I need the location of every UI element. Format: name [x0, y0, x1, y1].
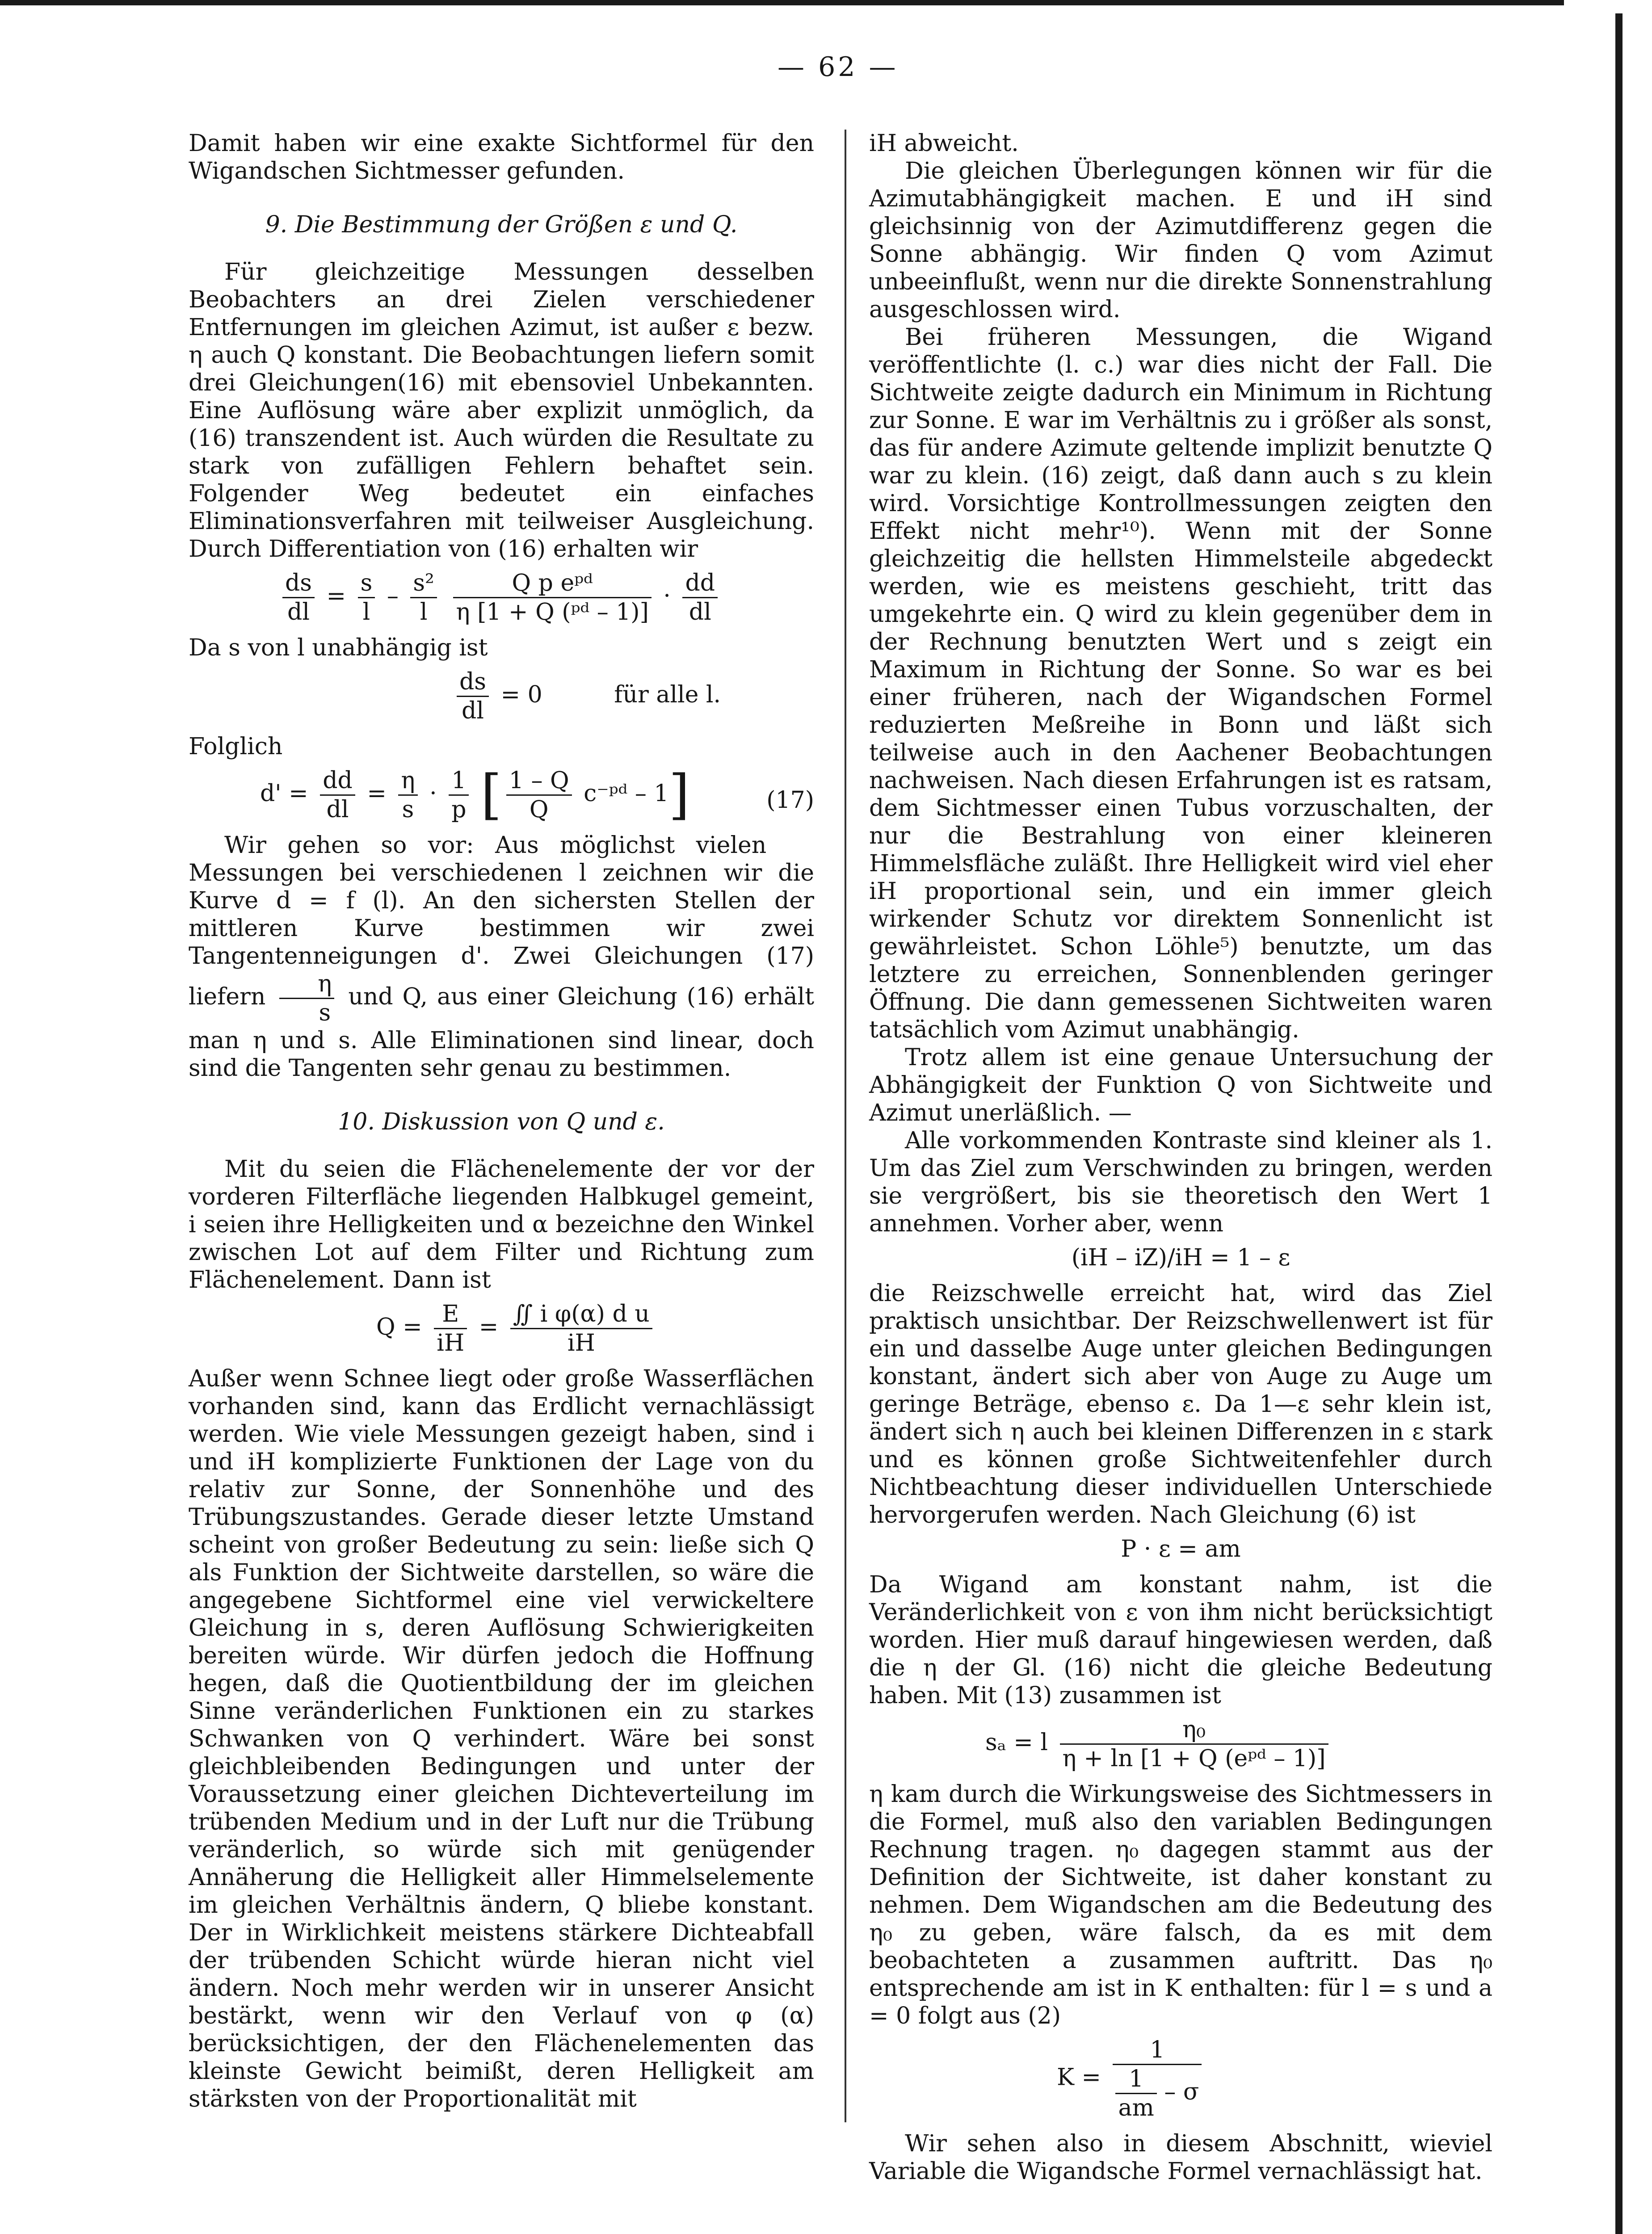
frac-s-l: $\frac{s}{l}$ — [358, 569, 375, 626]
column-divider — [845, 130, 846, 2122]
equation-zero: $\frac{ds}{dl}$ = 0 für alle l. — [189, 668, 814, 725]
paragraph-azimuth: Die gleichen Überlegungen können wir für die Azimutabhängigkeit machen. E und iH sind gleichsinnig von der Azimutdifferenz gegen die Sonne abhängig. Wir finden Q vom Azimut unbeeinflußt, wenn nur die direkte Sonnenstrahlung ausgeschlossen wird. — [869, 158, 1492, 323]
page-number: — 62 — — [778, 51, 899, 83]
equation-contrast: (iH – iZ)/iH = 1 – ε — [1071, 1244, 1290, 1271]
paragraph-independence: Da s von l unabhängig ist — [189, 634, 488, 661]
equation-p-epsilon: P · ε = am — [1121, 1536, 1241, 1562]
frac-q-term: $\frac{\text{Q p eᵖᵈ}}{\text{η [1 + Q (ᵖᵈ – 1)]}}$ — [453, 569, 651, 626]
equation-17: d' = $\frac{dd}{dl}$ = $\frac{\eta}{s}$ · $\frac{1}{p}$ [ $\frac{1 - Q}{Q}$ c⁻ᵖᵈ – 1] (17) — [189, 767, 814, 823]
frac-dd-dl: $\frac{dd}{dl}$ — [682, 569, 718, 626]
paragraph-surface-elements: Mit du seien die Flächenelemente der vor der vorderen Filterfläche liegenden Halbkugel gemeint, i seien ihre Helligkeiten und α bezeichne den Winkel zwischen Lot auf dem Filter und Richtung zum Flächenelement. Dann ist — [189, 1156, 814, 1293]
paragraph-intro: Damit haben wir eine exakte Sichtformel für den Wigandschen Sichtmesser gefunden. — [189, 130, 814, 185]
frac-ds-dl: $\frac{ds}{dl}$ — [282, 569, 315, 626]
top-scan-rule — [0, 0, 1564, 5]
equation-q-definition: Q = $\frac{E}{iH}$ = $\frac{\text{∬ i φ(α) d u}}{iH}$ — [189, 1300, 814, 1357]
right-scan-edge — [1615, 13, 1623, 2234]
left-column — [189, 130, 814, 2113]
equation-number-17: (17) — [766, 787, 814, 814]
paragraph-contrasts: Alle vorkommenden Kontraste sind kleiner als 1. Um das Ziel zum Verschwinden zu bringen, werden sie vergrößert, bis sie theoretisch den Wert 1 annehmen. Vorher aber, wenn — [869, 1127, 1492, 1237]
paragraph-discussion: Außer wenn Schnee liegt oder große Wasserflächen vorhanden sind, kann das Erdlicht vernachlässigt werden. Wie viele Messungen gezeigt haben, sind i und iH komplizierte Funktionen der Lage von du relativ zur Sonne, der Sonnenhöhe und des Trübungszustandes. Gerade dieser letzte Umstand scheint von großer Bedeutung zu sein: ließe sich Q als Funktion der Sichtweite darstellen, so wäre die angegebene Sichtformel eine viel verwickeltere Gleichung in s, deren Auflösung Schwierigkeiten bereiten würde. Wir dürfen jedoch die Hoffnung hegen, daß die Quotientbildung der im gleichen Sinne veränderlichen Funktionen ein zu starkes Schwanken von Q verhindert. Wäre bei sonst gleichbleibenden Bedingungen und unter der Voraussetzung einer gleichen Dichteverteilung im trübenden Medium und in der Luft nur die Trübung veränderlich, so würde sich mit genügender Annäherung die Helligkeit aller Himmelselemente im gleichen Verhältnis ändern, Q bliebe konstant. Der in Wirklichkeit meistens stärkere Dichteabfall der trübenden Schicht würde hieran nicht viel ändern. Noch mehr werden wir in unserer Ansicht bestärkt, wenn wir den Verlauf von φ (α) berücksichtigen, der den Flächenelementen das kleinste Gewicht beimißt, deren Helligkeit am stärksten von der Proportionalität mit — [189, 1365, 814, 2112]
paragraph-procedure: Wir gehen so vor: Aus möglichst vielen Messungen bei verschiedenen l zeichnen wir die Kurve d = f (l). An den sichersten Stellen der mittleren Kurve bestimmen wir zwei Tangentenneigungen d'. Zwei Gleichungen (17) liefern $\frac{\eta}{s}$ und Q, aus einer Gleichung (16) erhält man η und s. Alle Eliminationen sind linear, doch sind die Tangenten sehr genau zu bestimmen. — [189, 832, 815, 1082]
paragraph-folglich: Folglich — [189, 733, 283, 760]
frac-eta-s: $\frac{\eta}{s}$ — [279, 970, 334, 1027]
equation-derivative: $\frac{ds}{dl}$ = $\frac{s}{l}$ – $\frac{\text{s²}}{l}$ $\frac{\text{Q p eᵖᵈ}}{\text{η [1 + Q (ᵖᵈ – 1)]}}$ · $\frac{dd}{dl}$ — [189, 569, 814, 626]
section-heading-10: 10. Diskussion von Q und ε. — [338, 1109, 665, 1135]
right-column — [869, 130, 1492, 2185]
paragraph-threshold: die Reizschwelle erreicht hat, wird das Ziel praktisch unsichtbar. Der Reizschwellenwert ist für ein und dasselbe Auge unter gleichen Bedingungen konstant, ändert sich aber von Auge zu Auge um geringe Beträge, ebenso ε. Da 1—ε sehr klein ist, ändert sich η auch bei kleinen Differenzen in ε stark und es können große Sichtweitenfehler durch Nichtbeachtung dieser individuellen Unterschiede hervorgerufen werden. Nach Gleichung (6) ist — [869, 1280, 1492, 1529]
equation-sa: sₐ = l $\frac{\text{η₀}}{\text{η + ln [1 + Q (eᵖᵈ – 1)]}}$ — [869, 1716, 1492, 1772]
frac-s2-l: $\frac{\text{s²}}{l}$ — [410, 569, 437, 626]
paragraph-conclusion: Wir sehen also in diesem Abschnitt, wieviel Variable die Wigandsche Formel vernachlässigt hat. — [869, 2130, 1492, 2185]
paragraph-dependence: Trotz allem ist eine genaue Untersuchung der Abhängigkeit der Funktion Q von Sichtweite und Azimut unerläßlich. — — [869, 1044, 1492, 1126]
paragraph-eta: η kam durch die Wirkungsweise des Sichtmessers in die Formel, muß also den variablen Bedingungen Rechnung tragen. η₀ dagegen stammt aus der Definition der Sichtweite, ist daher konstant zu nehmen. Dem Wigandschen am die Bedeutung des η₀ zu geben, wäre falsch, da es mit dem beobachteten a zusammen auftritt. Das η₀ entsprechende am ist in K enthalten: für l = s und a = 0 folgt aus (2) — [869, 1781, 1492, 2029]
paragraph-continuation: iH abweicht. — [869, 130, 1019, 157]
section-heading-9: 9. Die Bestimmung der Größen ε und Q. — [265, 211, 738, 238]
paragraph-earlier-measurements: Bei früheren Messungen, die Wigand veröffentlichte (l. c.) war dies nicht der Fall. Die Sichtweite zeigte dadurch ein Minimum in Richtung zur Sonne. E war im Verhältnis zu i größer als sonst, das für andere Azimute geltende implizit benutzte Q war zu klein. (16) zeigt, daß dann auch s zu klein wird. Vorsichtige Kontrollmessungen zeigten den Effekt nicht mehr¹⁰). Wenn mit der Sonne gleichzeitig die hellsten Himmelsteile abgedeckt werden, wie es meistens geschieht, tritt das umgekehrte ein. Q wird zu klein gegenüber dem in der Rechnung benutzten Wert und s zeigt ein Maximum in Richtung der Sonne. So war es bei einer früheren, nach der Wigandschen Formel reduzierten Meßreihe in Bonn und läßt sich teilweise auch in den Aachener Beobachtungen nachweisen. Nach diesen Erfahrungen ist es ratsam, dem Sichtmesser einen Tubus vorzuschalten, der nur die Bestrahlung von einer kleineren Himmelsfläche zuläßt. Ihre Helligkeit wird viel eher iH proportional sein, und ein immer gleich wirkender Schutz vor direktem Sonnenlicht ist gewährleistet. Schon Löhle⁵) benutzte, um das letztere zu erreichen, Sonnenblenden geringer Öffnung. Die dann gemessenen Sichtweiten waren tatsächlich vom Azimut unabhängig. — [869, 324, 1492, 1043]
paragraph-variability: Da Wigand am konstant nahm, ist die Veränderlichkeit von ε von ihm nicht berücksichtigt worden. Hier muß darauf hingewiesen werden, daß die η der Gl. (16) nicht die gleiche Bedeutung haben. Mit (13) zusammen ist — [869, 1571, 1492, 1709]
paragraph-measurements: Für gleichzeitige Messungen desselben Beobachters an drei Zielen verschiedener Entfernungen im gleichen Azimut, ist außer ε bezw. η auch Q konstant. Die Beobachtungen liefern somit drei Gleichungen(16) mit ebensoviel Unbekannten. Eine Auflösung wäre aber explizit unmöglich, da (16) transzendent ist. Auch würden die Resultate zu stark von zufälligen Fehlern behaftet sein. Folgender Weg bedeutet ein einfaches Eliminationsverfahren mit teilweiser Ausgleichung. Durch Differentiation von (16) erhalten wir — [189, 259, 814, 563]
equation-k: K = 1 $\frac{1}{am}$ – σ — [869, 2036, 1492, 2122]
